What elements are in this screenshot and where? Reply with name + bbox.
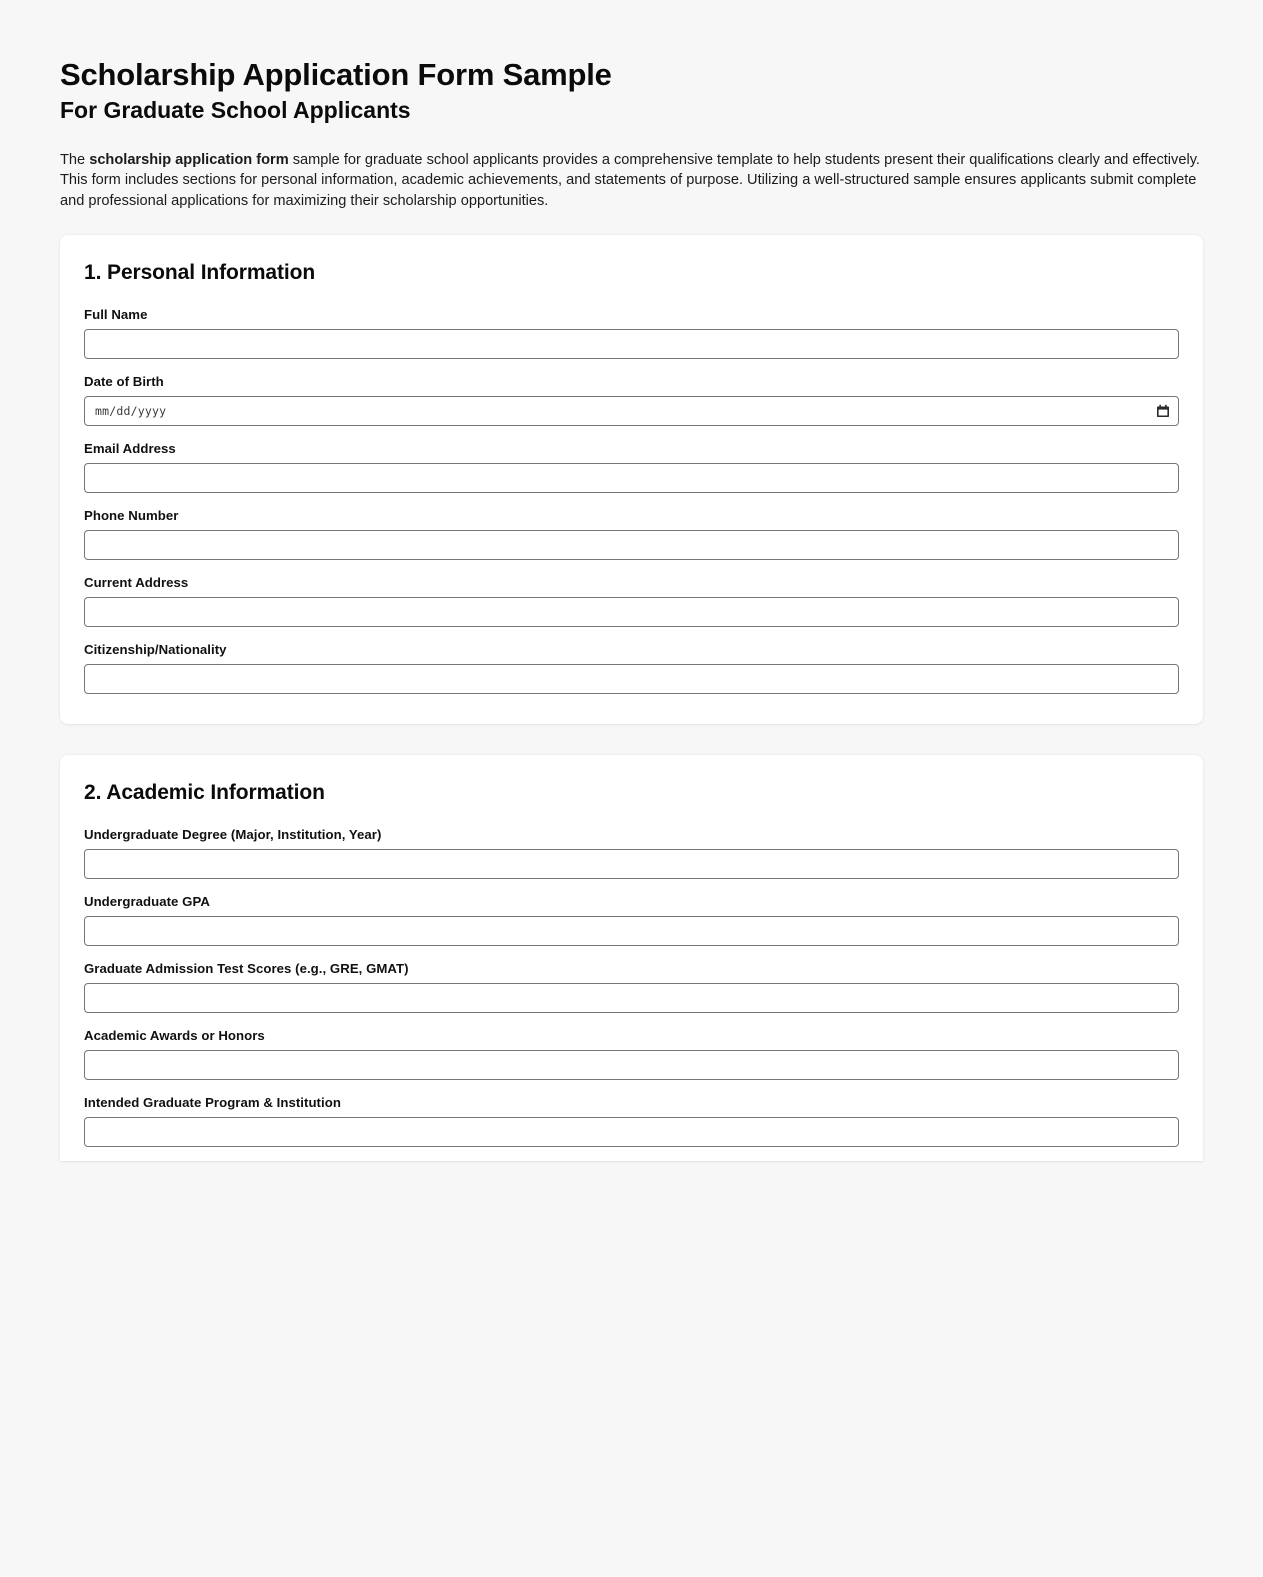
intro-lead-text: The (60, 152, 90, 169)
date-of-birth-placeholder: mm/dd/yyyy (95, 403, 167, 418)
input-current-address[interactable] (84, 597, 1179, 627)
section-card-personal-information (60, 235, 1203, 724)
field-phone-number (84, 508, 1179, 560)
input-citizenship-nationality[interactable] (84, 664, 1179, 694)
field-undergraduate-gpa (84, 894, 1179, 946)
field-email-address (84, 441, 1179, 493)
input-email-address[interactable] (84, 463, 1179, 493)
input-undergraduate-gpa[interactable] (84, 916, 1179, 946)
input-date-of-birth[interactable] (84, 396, 1179, 426)
section-heading-personal-information: 1. Personal Information (84, 260, 316, 284)
input-full-name[interactable] (84, 329, 1179, 359)
label-phone-number: Phone Number (84, 507, 179, 523)
page-header (0, 0, 1263, 211)
label-undergraduate-gpa: Undergraduate GPA (84, 893, 210, 909)
input-phone-number[interactable] (84, 530, 1179, 560)
input-academic-awards-or-honors[interactable] (84, 1050, 1179, 1080)
label-email-address: Email Address (84, 440, 176, 456)
field-citizenship-nationality (84, 642, 1179, 694)
label-date-of-birth: Date of Birth (84, 373, 164, 389)
intro-bold-term: scholarship application form (89, 152, 289, 169)
field-academic-awards-or-honors (84, 1028, 1179, 1080)
calendar-icon[interactable] (1156, 404, 1170, 418)
input-graduate-admission-test-scores[interactable] (84, 983, 1179, 1013)
label-academic-awards-or-honors: Academic Awards or Honors (84, 1027, 265, 1043)
label-intended-graduate-program: Intended Graduate Program & Institution (84, 1094, 341, 1110)
field-current-address (84, 575, 1179, 627)
field-date-of-birth (84, 374, 1179, 426)
page-title: Scholarship Application Form Sample (60, 57, 612, 92)
intro-paragraph (60, 150, 1200, 210)
label-full-name: Full Name (84, 306, 148, 322)
section-heading-academic-information: 2. Academic Information (84, 780, 325, 804)
label-current-address: Current Address (84, 574, 189, 590)
field-undergraduate-degree (84, 827, 1179, 879)
field-full-name (84, 307, 1179, 359)
section-card-academic-information (60, 755, 1203, 1161)
form-sections (0, 211, 1263, 1161)
date-of-birth-wrapper (84, 396, 1179, 426)
field-intended-graduate-program (84, 1095, 1179, 1147)
page-subtitle: For Graduate School Applicants (60, 96, 411, 123)
label-graduate-admission-test-scores: Graduate Admission Test Scores (e.g., GRE, GMAT) (84, 960, 409, 976)
label-citizenship-nationality: Citizenship/Nationality (84, 641, 227, 657)
label-undergraduate-degree: Undergraduate Degree (Major, Institution, Year) (84, 826, 382, 842)
intro-rest-text: sample for graduate school applicants provides a comprehensive template to help students present their qualifications clearly and effectively. This form includes sections for personal information, academic achievements, and statements of purpose. Utilizing a well-structured sample ensures applicants submit complete and professional applications for maximizing their scholarship opportunities. (60, 152, 1200, 209)
input-intended-graduate-program[interactable] (84, 1117, 1179, 1147)
input-undergraduate-degree[interactable] (84, 849, 1179, 879)
field-graduate-admission-test-scores (84, 961, 1179, 1013)
